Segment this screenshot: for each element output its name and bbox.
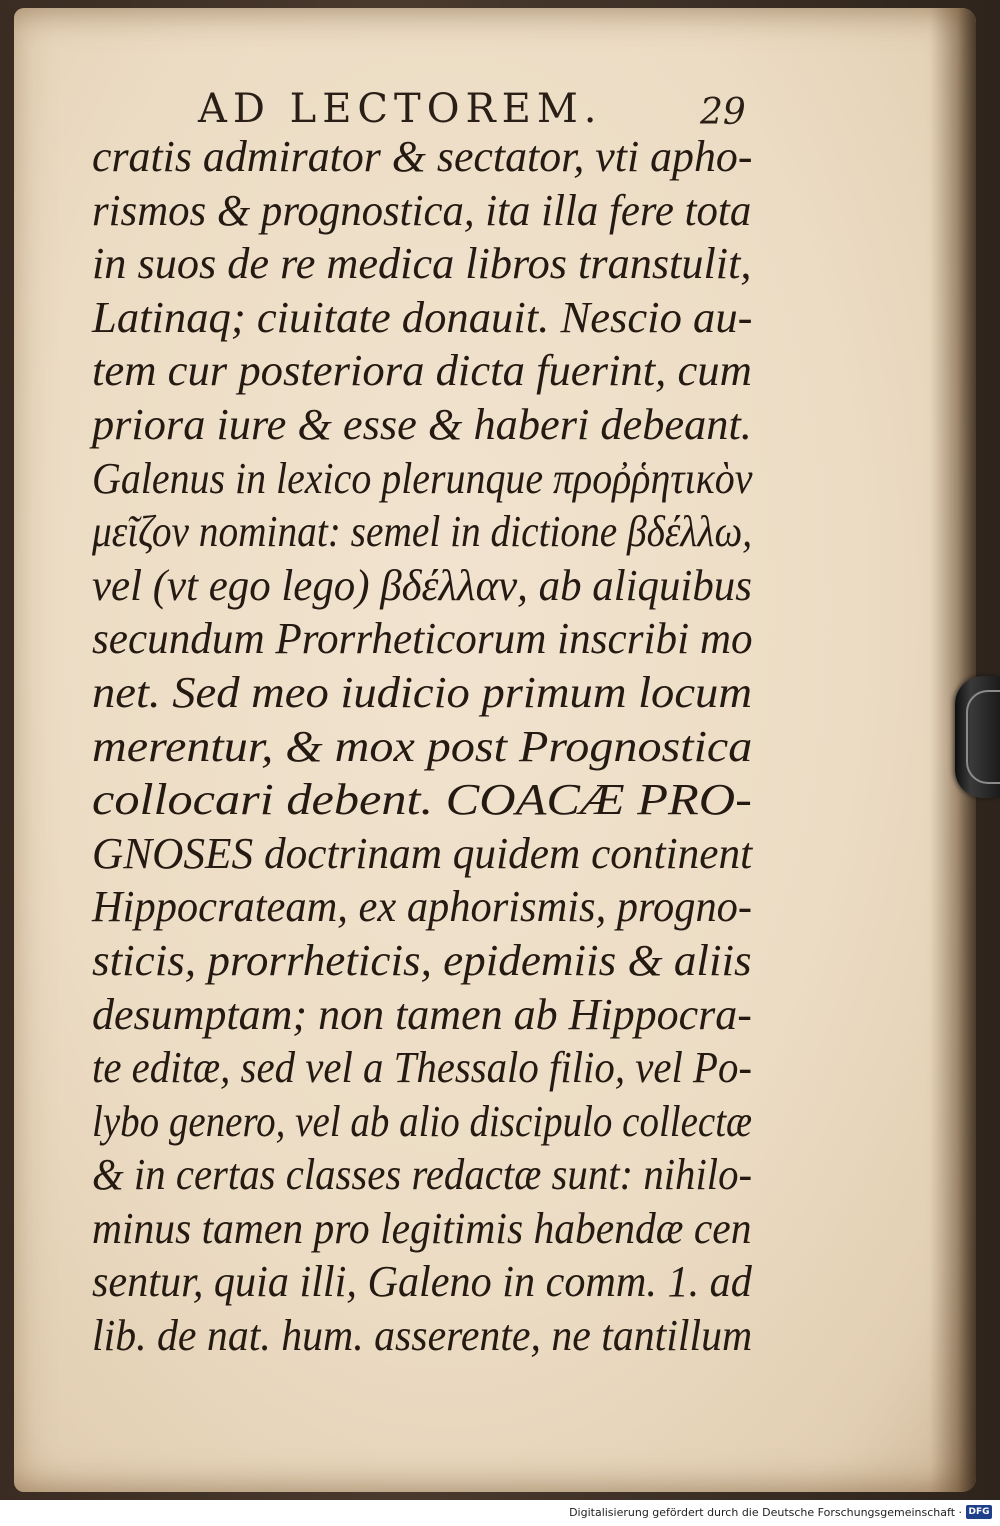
text-line: Latinaq; ciuitate donauit. Nescio au- xyxy=(92,292,753,342)
text-line: collocari debent. COACÆ PRO- xyxy=(92,775,752,825)
text-line: & in certas classes redactæ sunt: nihilo- xyxy=(92,1150,753,1200)
text-line: minus tamen pro legitimis habendæ cen xyxy=(92,1203,752,1253)
text-line: sentur, quia illi, Galeno in comm. 1. ad xyxy=(92,1257,752,1307)
text-line: GNOSES doctrinam quidem continent xyxy=(92,828,753,878)
page-number: 29 xyxy=(700,92,746,133)
text-line: sticis, prorrheticis, epidemiis & aliis xyxy=(92,935,752,985)
text-line: Hippocrateam, ex aphorismis, progno- xyxy=(92,882,753,932)
dfg-logo-icon: DFG xyxy=(966,1505,992,1519)
text-line: desumptam; non tamen ab Hippocra- xyxy=(92,989,752,1039)
page-text xyxy=(92,130,752,1363)
running-head: AD LECTOREM. xyxy=(198,86,603,132)
text-line: tem cur posteriora dicta fuerint, cum xyxy=(92,346,752,396)
text-line: priora iure & esse & haberi debeant. xyxy=(92,399,752,449)
text-line: lybo genero, vel ab alio discipulo collectæ xyxy=(92,1096,753,1146)
text-line: lib. de nat. hum. asserente, ne tantillum xyxy=(92,1311,753,1361)
text-line: secundum Prorrheticorum inscribi mo xyxy=(92,614,753,664)
text-line: te editæ, sed vel a Thessalo filio, vel Po- xyxy=(92,1043,752,1093)
text-line: μεῖζον nominat: semel in dictione βδέλλω, xyxy=(92,507,753,557)
text-line: net. Sed meo iudicio primum locum xyxy=(92,667,752,717)
text-line: Galenus in lexico plerunque προῤῥητικὸν xyxy=(92,453,753,503)
text-line: cratis admirator & sectator, vti apho- xyxy=(92,132,753,181)
text-line: in suos de re medica libros transtulit, xyxy=(92,239,752,289)
funding-credit: Digitalisierung gefördert durch die Deutsche Forschungsgemeinschaft · xyxy=(569,1506,962,1519)
text-line: merentur, & mox post Prognostica xyxy=(92,721,753,771)
text-line: vel (vt ego lego) βδέλλαν, ab aliquibus xyxy=(92,560,752,610)
text-line: rismos & prognostica, ita illa fere tota xyxy=(92,185,752,235)
page-clip-ring xyxy=(966,690,1000,784)
